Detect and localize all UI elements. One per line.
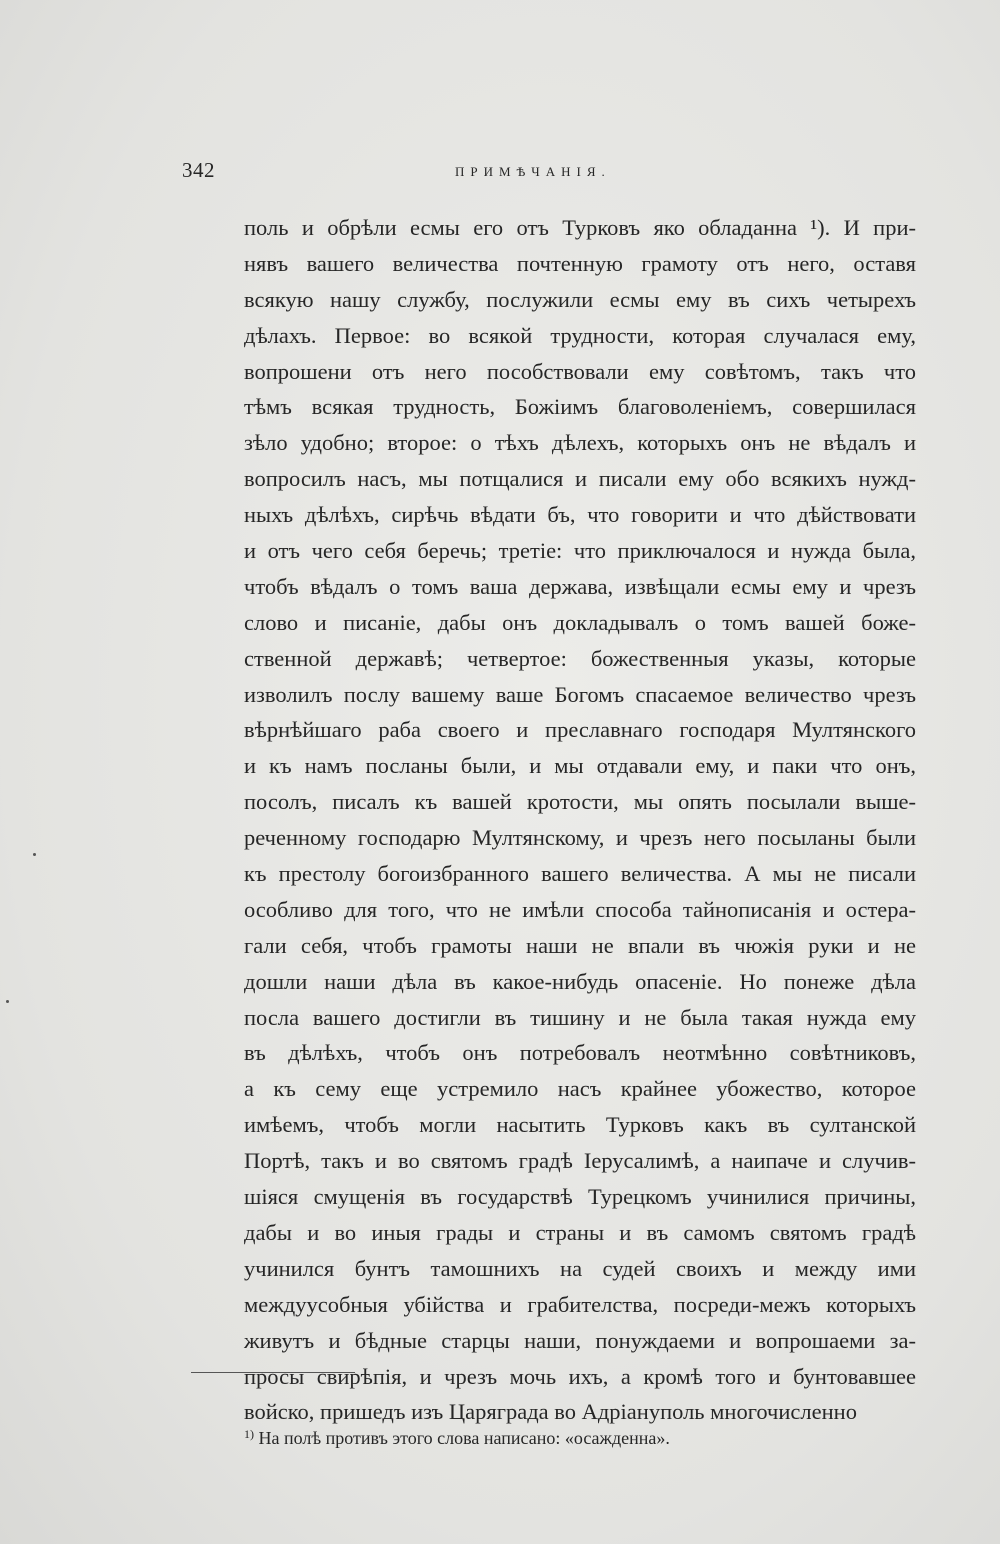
- footnote: [244, 1422, 670, 1450]
- text-line: гали себя, чтобъ грамоты наши не впали въ чюжія руки и не: [244, 932, 916, 958]
- running-head: ПРИМѢЧАНІЯ.: [455, 164, 611, 179]
- text-line: особливо для того, что не имѣли способа тайнописанія и остера-: [244, 896, 916, 922]
- text-line: шіяся смущенія въ государствѣ Турецкомъ учинилися причины,: [244, 1184, 916, 1210]
- paper-speck: [6, 1000, 9, 1003]
- text-line: посолъ, писалъ къ вашей кротости, мы опять посылали выше-: [244, 789, 916, 815]
- text-line: и къ намъ посланы были, и мы отдавали ему, и паки что онъ,: [244, 753, 916, 779]
- text-line: учинился бунтъ тамошнихъ на судей своихъ и между ими: [244, 1255, 916, 1281]
- text-line: имѣемъ, чтобъ могли насытить Турковъ какъ въ султанской: [244, 1112, 916, 1138]
- body-text: [244, 210, 916, 1430]
- text-line: нявъ вашего величества почтенную грамоту отъ него, оставя: [244, 250, 916, 276]
- text-line: дѣлахъ. Первое: во всякой трудности, которая случалася ему,: [244, 322, 916, 348]
- text-line: живутъ и бѣдные старцы наши, понуждаеми и вопрошаеми за-: [244, 1327, 916, 1353]
- footnote-marker: 1): [244, 1427, 254, 1441]
- text-line: въ дѣлѣхъ, чтобъ онъ потребовалъ неотмѣнно совѣтниковъ,: [244, 1040, 916, 1066]
- text-line: дошли наши дѣла въ какое-нибудь опасеніе. Но понеже дѣла: [244, 968, 916, 994]
- text-line: просы свирѣпія, и чрезъ мочь ихъ, а кромѣ того и бунтовавшее: [244, 1363, 916, 1389]
- footnote-rule: [191, 1372, 355, 1373]
- text-line: посла вашего достигли въ тишину и не была такая нужда ему: [244, 1004, 916, 1030]
- page-number: 342: [182, 158, 215, 182]
- text-line: всякую нашу службу, послужили есмы ему въ сихъ четырехъ: [244, 286, 916, 312]
- text-line: междуусобныя убійства и грабителства, посреди-межъ которыхъ: [244, 1291, 916, 1317]
- text-line: вопрошени отъ него пособствовали ему совѣтомъ, такъ что: [244, 358, 916, 384]
- text-line: поль и обрѣли есмы его отъ Турковъ яко обладанна ¹). И при-: [244, 215, 916, 240]
- text-line: вопросилъ насъ, мы потщалися и писали ему обо всякихъ нужд-: [244, 466, 916, 492]
- text-line: изволилъ послу вашему ваше Богомъ спасаемое величество чрезъ: [244, 681, 916, 707]
- text-line: вѣрнѣйшаго раба своего и преславнаго господаря Мултянского: [244, 717, 916, 743]
- footnote-text: На полѣ противъ этого слова написано: «осажденна».: [258, 1428, 670, 1448]
- text-line: войско, пришедъ изъ Царяграда во Адріануполь многочисленно: [244, 1399, 857, 1425]
- text-line: ственной державѣ; четвертое: божественныя указы, которые: [244, 645, 916, 671]
- text-line: дабы и во иныя грады и страны и въ самомъ святомъ градѣ: [244, 1219, 916, 1245]
- text-line: а къ сему еще устремило насъ крайнее убожество, которое: [244, 1076, 916, 1102]
- text-line: чтобъ вѣдалъ о томъ ваша держава, извѣщали есмы ему и чрезъ: [244, 573, 916, 599]
- text-line: ныхъ дѣлѣхъ, сирѣчь вѣдати бъ, что говорити и что дѣйствовати: [244, 502, 916, 528]
- text-line: зѣло удобно; второе: о тѣхъ дѣлехъ, которыхъ онъ не вѣдалъ и: [244, 430, 916, 456]
- text-line: тѣмъ всякая трудность, Божіимъ благоволеніемъ, совершилася: [244, 394, 916, 420]
- text-line: и отъ чего себя беречь; третіе: что приключалося и нужда была,: [244, 538, 916, 564]
- paper-speck: [33, 853, 36, 856]
- text-line: реченному господарю Мултянскому, и чрезъ него посыланы были: [244, 825, 916, 851]
- text-line: слово и писаніе, дабы онъ докладывалъ о томъ вашей боже-: [244, 609, 916, 635]
- text-line: къ престолу богоизбранного вашего величества. А мы не писали: [244, 861, 916, 887]
- text-line: Портѣ, такъ и во святомъ градѣ Іерусалимѣ, а наипаче и случив-: [244, 1148, 916, 1174]
